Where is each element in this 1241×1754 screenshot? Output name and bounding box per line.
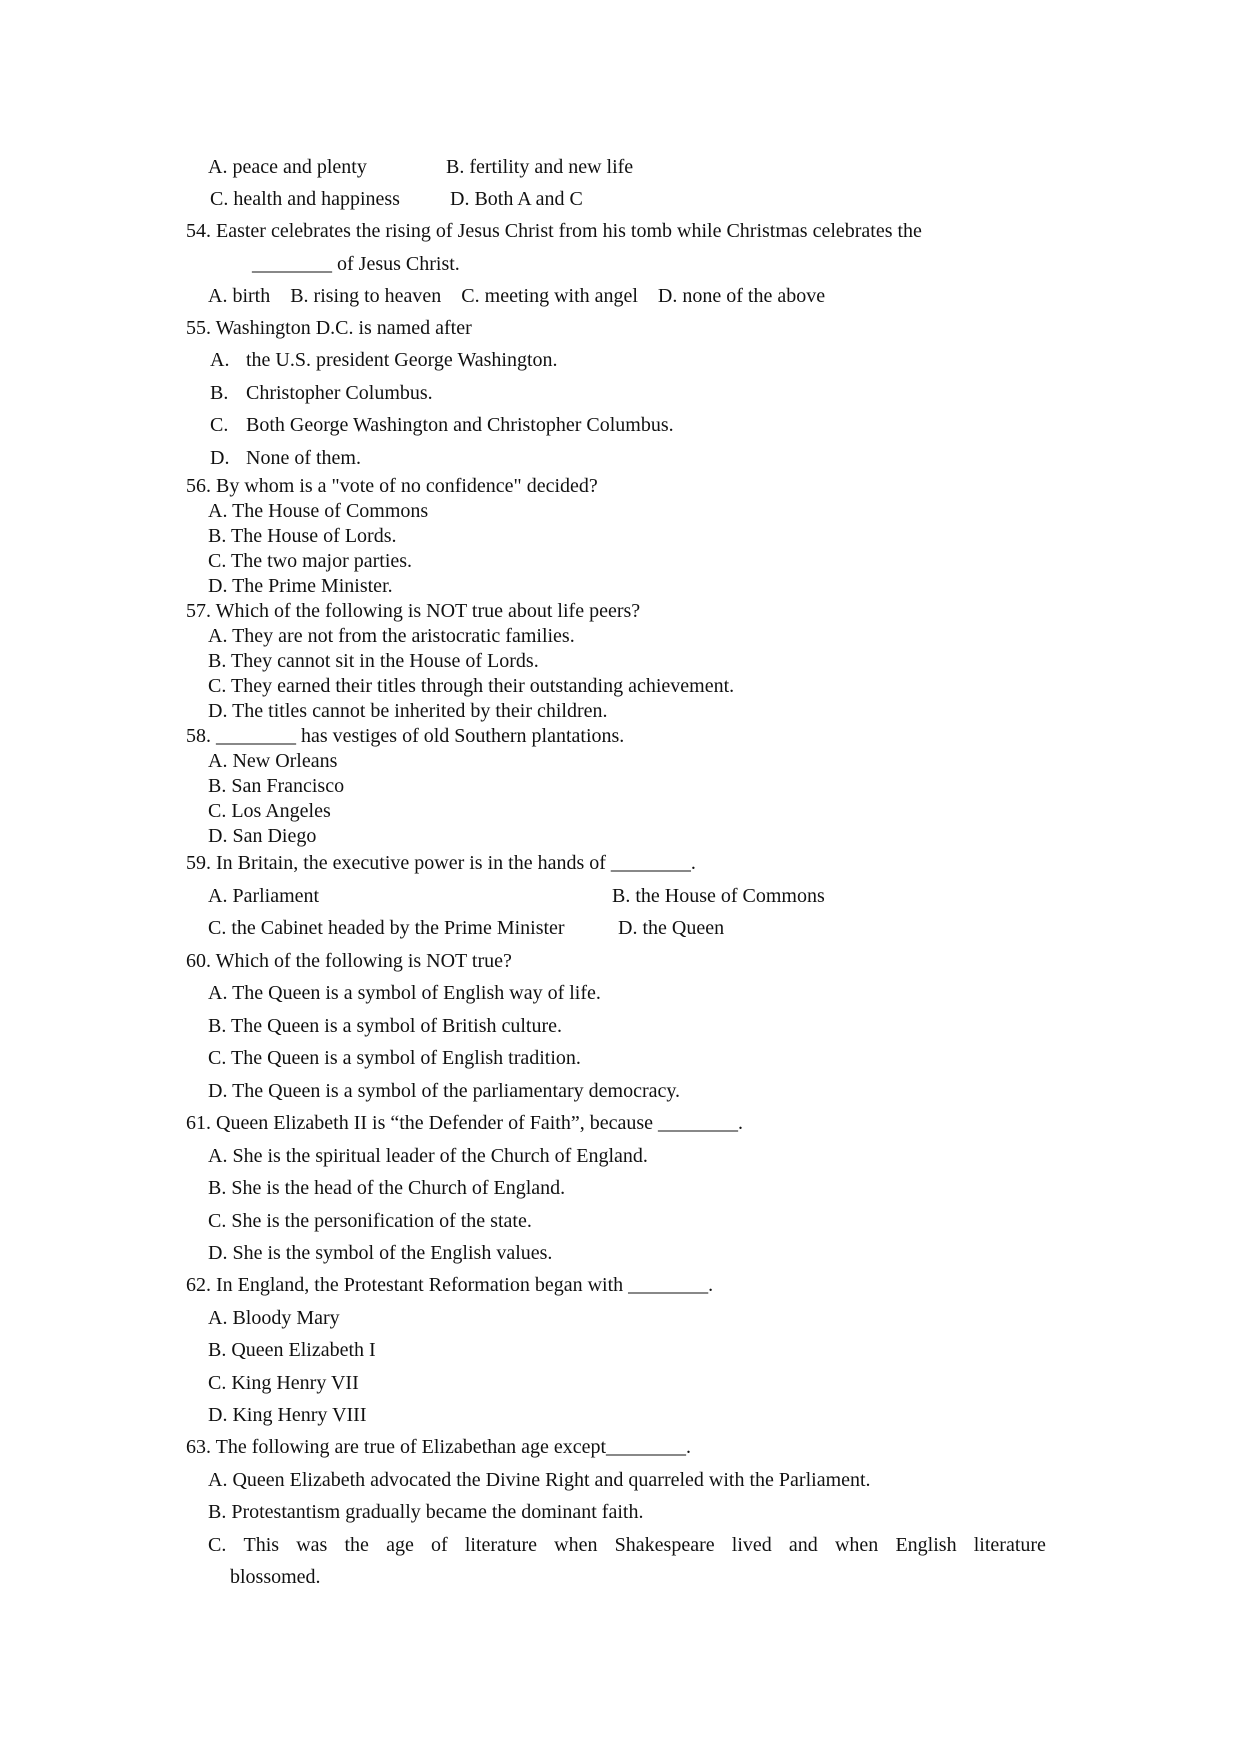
question-63-stem: 63. The following are true of Elizabethan age except________. bbox=[186, 1436, 692, 1458]
question-55-option-text: None of them. bbox=[246, 447, 361, 469]
word: when bbox=[554, 1534, 598, 1556]
question-56-option: D. The Prime Minister. bbox=[208, 575, 393, 597]
question-62-option: C. King Henry VII bbox=[208, 1372, 359, 1394]
word: age bbox=[386, 1534, 414, 1556]
question-57-option: C. They earned their titles through their outstanding achievement. bbox=[208, 675, 735, 697]
question-55-option-text: Christopher Columbus. bbox=[246, 382, 433, 404]
question-62-stem: 62. In England, the Protestant Reformation began with ________. bbox=[186, 1274, 714, 1296]
question-57-stem: 57. Which of the following is NOT true about life peers? bbox=[186, 600, 641, 622]
word: the bbox=[344, 1534, 369, 1556]
question-61-option: D. She is the symbol of the English values. bbox=[208, 1242, 553, 1264]
question-55-stem: 55. Washington D.C. is named after bbox=[186, 317, 472, 339]
question-59-option-a: A. Parliament bbox=[208, 885, 320, 907]
word: Shakespeare bbox=[614, 1534, 715, 1556]
question-55-option-letter: A. bbox=[210, 349, 230, 371]
word: English bbox=[895, 1534, 957, 1556]
question-58-stem: 58. ________ has vestiges of old Southern plantations. bbox=[186, 725, 625, 747]
question-59-stem: 59. In Britain, the executive power is in the hands of ________. bbox=[186, 852, 696, 874]
option-a: A. peace and plenty bbox=[208, 156, 367, 178]
option-b: B. fertility and new life bbox=[446, 156, 634, 178]
question-56-stem: 56. By whom is a "vote of no confidence" decided? bbox=[186, 475, 598, 497]
question-60-option: D. The Queen is a symbol of the parliamentary democracy. bbox=[208, 1080, 681, 1102]
question-55-option-text: Both George Washington and Christopher Columbus. bbox=[246, 414, 674, 436]
question-59-option-c: C. the Cabinet headed by the Prime Minister bbox=[208, 917, 565, 939]
question-56-option: B. The House of Lords. bbox=[208, 525, 397, 547]
question-62-option: B. Queen Elizabeth I bbox=[208, 1339, 376, 1361]
question-62-option: D. King Henry VIII bbox=[208, 1404, 367, 1426]
question-55-option-letter: B. bbox=[210, 382, 229, 404]
word: literature bbox=[973, 1534, 1046, 1556]
option-d: D. Both A and C bbox=[450, 188, 583, 210]
question-60-option: B. The Queen is a symbol of British culture. bbox=[208, 1015, 563, 1037]
word: was bbox=[296, 1534, 328, 1556]
question-59-option-b: B. the House of Commons bbox=[612, 885, 825, 907]
question-58-option: D. San Diego bbox=[208, 825, 317, 847]
question-57-option: D. The titles cannot be inherited by their children. bbox=[208, 700, 608, 722]
word: This bbox=[243, 1534, 280, 1556]
question-54-options: A. birth B. rising to heaven C. meeting with angel D. none of the above bbox=[208, 285, 826, 307]
question-57-option: A. They are not from the aristocratic families. bbox=[208, 625, 575, 647]
question-63-option-c-continued: blossomed. bbox=[230, 1566, 321, 1588]
question-58-option: A. New Orleans bbox=[208, 750, 338, 772]
question-56-option: A. The House of Commons bbox=[208, 500, 429, 522]
question-54-stem-continued: ________ of Jesus Christ. bbox=[252, 253, 460, 275]
option-c: C. health and happiness bbox=[210, 188, 400, 210]
question-63-option-c bbox=[208, 1534, 1046, 1556]
word: of bbox=[431, 1534, 448, 1556]
question-55-option-letter: D. bbox=[210, 447, 230, 469]
word: when bbox=[834, 1534, 879, 1556]
question-56-option: C. The two major parties. bbox=[208, 550, 413, 572]
question-63-option-b: B. Protestantism gradually became the dominant faith. bbox=[208, 1501, 644, 1523]
question-55-option-letter: C. bbox=[210, 414, 229, 436]
question-61-option: A. She is the spiritual leader of the Church of England. bbox=[208, 1145, 648, 1167]
question-54-stem: 54. Easter celebrates the rising of Jesus Christ from his tomb while Christmas celebrates the bbox=[186, 220, 922, 242]
word: C. bbox=[208, 1534, 227, 1556]
question-60-stem: 60. Which of the following is NOT true? bbox=[186, 950, 512, 972]
question-60-option: A. The Queen is a symbol of English way of life. bbox=[208, 982, 601, 1004]
word: literature bbox=[464, 1534, 538, 1556]
question-61-option: C. She is the personification of the state. bbox=[208, 1210, 532, 1232]
question-55-option-text: the U.S. president George Washington. bbox=[246, 349, 558, 371]
word: lived bbox=[731, 1534, 772, 1556]
question-57-option: B. They cannot sit in the House of Lords. bbox=[208, 650, 539, 672]
question-58-option: B. San Francisco bbox=[208, 775, 345, 797]
question-61-stem: 61. Queen Elizabeth II is “the Defender of Faith”, because ________. bbox=[186, 1112, 744, 1134]
question-58-option: C. Los Angeles bbox=[208, 800, 331, 822]
question-61-option: B. She is the head of the Church of England. bbox=[208, 1177, 566, 1199]
word: and bbox=[788, 1534, 818, 1556]
question-59-option-d: D. the Queen bbox=[618, 917, 725, 939]
question-62-option: A. Bloody Mary bbox=[208, 1307, 340, 1329]
question-60-option: C. The Queen is a symbol of English tradition. bbox=[208, 1047, 581, 1069]
question-63-option-a: A. Queen Elizabeth advocated the Divine Right and quarreled with the Parliament. bbox=[208, 1469, 871, 1491]
